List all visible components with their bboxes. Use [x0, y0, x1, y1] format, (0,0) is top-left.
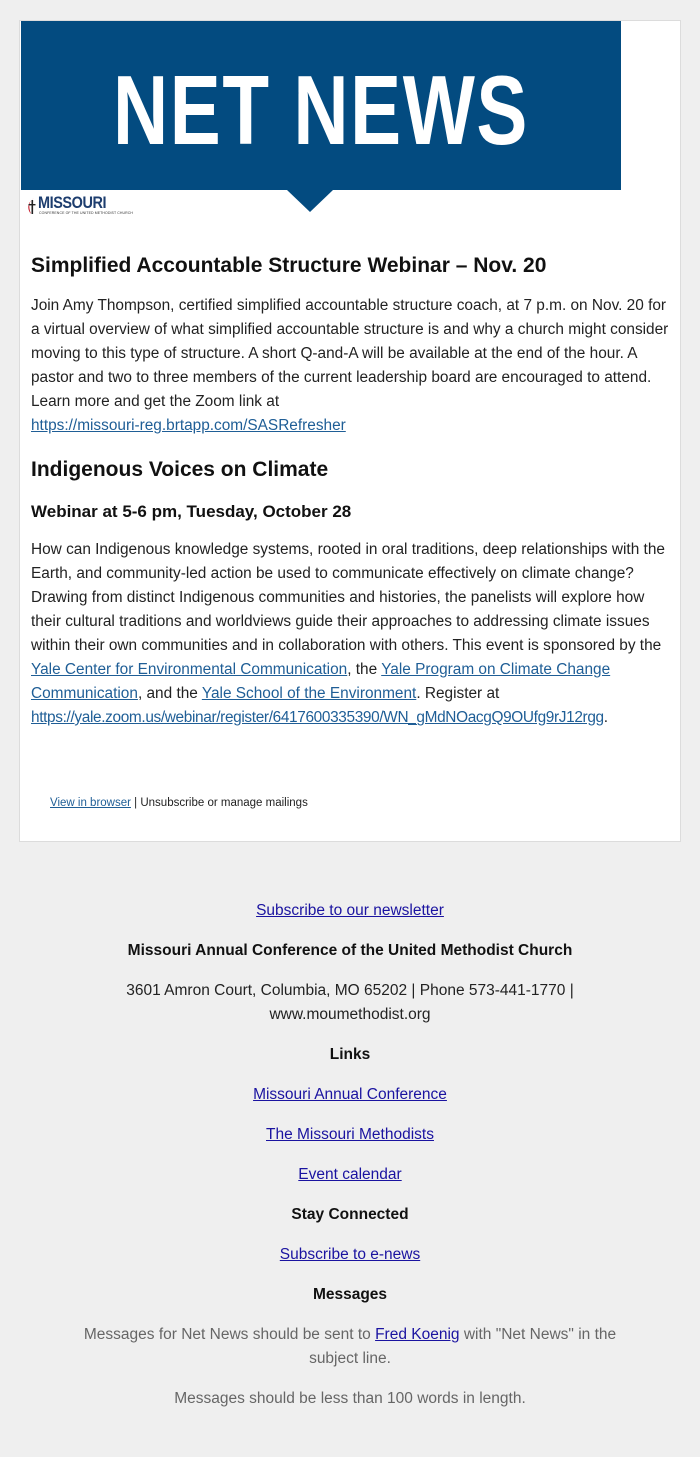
unsubscribe-text[interactable]: Unsubscribe or manage mailings	[140, 797, 308, 809]
banner-title: NET NEWS	[113, 55, 529, 165]
messages-text: Messages for Net News should be sent to	[83, 1326, 376, 1343]
article-body-text: Join Amy Thompson, certified simplified accountable structure coach, at 7 p.m. on Nov. 20 for a virtual overview of what simplified accountable structure is and why a church might consider moving to this type of structure. A short Q-and-A will be available at the end of the hour. A pastor and two to three members of the current leadership board are encouraged to attend. Learn more and get the Zoom link at	[31, 297, 669, 410]
text-separator: , the	[347, 661, 382, 678]
view-in-browser-link[interactable]: View in browser	[50, 797, 131, 809]
article-indigenous-voices	[31, 456, 671, 730]
stay-connected-heading: Stay Connected	[291, 1206, 409, 1223]
fred-koenig-link[interactable]: Fred Koenig	[375, 1326, 460, 1343]
article-title: Indigenous Voices on Climate	[31, 458, 329, 481]
article-body-text: How can Indigenous knowledge systems, rooted in oral traditions, deep relationships with the Earth, and community-led action be used to communicate effectively on climate change? Drawing from distinct Indigenous communities and histories, the panelists will explore how their cultural traditions and worldviews guide their approaches to addressing climate issues within their own communities and in collaboration with others. This event is sponsored by the	[31, 541, 665, 654]
card-footer	[50, 797, 308, 809]
yale-school-link[interactable]: Yale School of the Environment	[201, 685, 417, 702]
text-separator: . Register at	[416, 685, 500, 702]
net-news-banner	[21, 21, 621, 190]
cross-and-flame-icon	[25, 197, 37, 215]
logo-subtitle: CONFERENCE OF THE UNITED METHODIST CHURCH	[39, 211, 134, 215]
article-body	[31, 538, 671, 730]
subscribe-enews-link[interactable]: Subscribe to e-news	[279, 1246, 421, 1263]
separator: |	[130, 797, 141, 809]
article-subtitle: Webinar at 5-6 pm, Tuesday, October 28	[31, 502, 352, 521]
text-end: .	[603, 709, 609, 726]
missouri-methodists-link[interactable]: The Missouri Methodists	[266, 1126, 434, 1143]
missouri-conference-logo	[25, 193, 134, 218]
zoom-register-link[interactable]: https://yale.zoom.us/webinar/register/6417600335390/WN_gMdNOacgQ9OUfg9rJ12rgg	[31, 709, 604, 726]
newsletter-content	[31, 230, 671, 730]
article-title: Simplified Accountable Structure Webinar – Nov. 20	[31, 254, 547, 277]
site-footer	[0, 895, 700, 1411]
text-separator: , and the	[137, 685, 202, 702]
org-name: Missouri Annual Conference of the United Methodist Church	[127, 942, 573, 959]
article-body	[31, 294, 671, 438]
sas-refresher-link[interactable]: https://missouri-reg.brtapp.com/SASRefresher	[31, 417, 346, 434]
event-calendar-link[interactable]: Event calendar	[298, 1166, 402, 1183]
messages-heading: Messages	[312, 1286, 388, 1303]
banner-pointer	[287, 190, 333, 212]
address-line-1: 3601 Amron Court, Columbia, MO 65202 | Phone 573-441-1770 |	[126, 982, 574, 999]
address-line-2: www.moumethodist.org	[269, 1006, 431, 1023]
article-sas-webinar	[31, 252, 671, 438]
yale-program-link[interactable]: Yale Program on Climate Change Communication	[31, 661, 611, 702]
messages-length-note: Messages should be less than 100 words in length.	[174, 1390, 526, 1407]
messages-text: with "Net News" in the subject line.	[309, 1326, 617, 1367]
links-heading: Links	[329, 1046, 371, 1063]
missouri-annual-conference-link[interactable]: Missouri Annual Conference	[253, 1086, 447, 1103]
logo-wordmark: MISSOURI	[38, 193, 107, 212]
yale-center-link[interactable]: Yale Center for Environmental Communication	[31, 661, 348, 678]
messages-instructions	[80, 1323, 620, 1371]
subscribe-newsletter-link[interactable]: Subscribe to our newsletter	[256, 902, 444, 919]
